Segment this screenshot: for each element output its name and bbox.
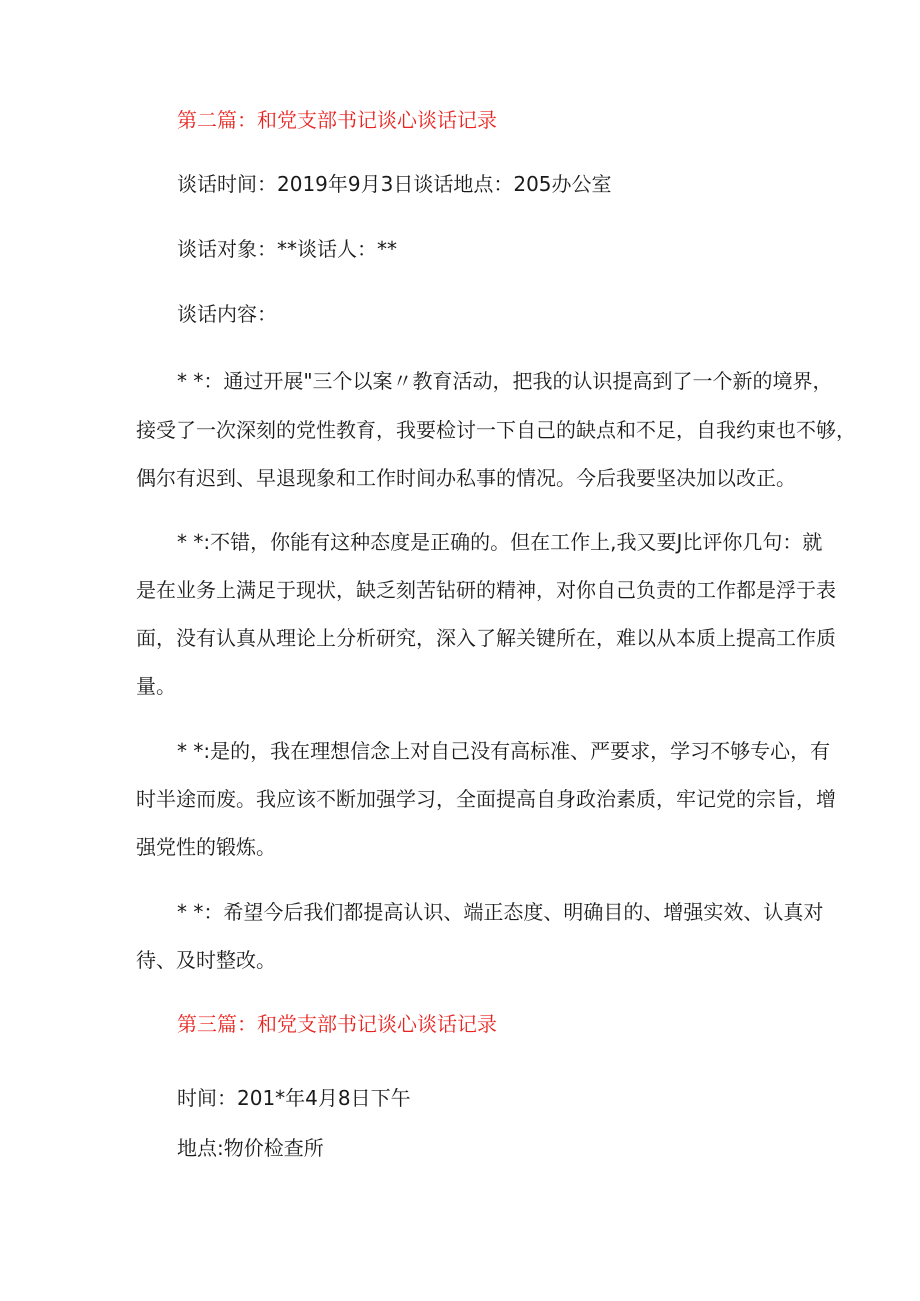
section3-time: 时间：201*年4月8日下午 bbox=[177, 1086, 411, 1110]
section3-place: 地点:物价检查所 bbox=[177, 1136, 324, 1160]
paragraph-line: * *:不错，你能有这种态度是正确的。但在工作上,我又要J比评你几句：就 bbox=[177, 530, 823, 554]
section2-content-label: 谈话内容： bbox=[177, 302, 277, 326]
paragraph-line: 时半途而废。我应该不断加强学习，全面提高自身政治素质，牢记党的宗旨，增 bbox=[136, 787, 836, 811]
paragraph-line: 待、及时整改。 bbox=[136, 948, 276, 972]
paragraph-line: 面，没有认真从理论上分析研究，深入了解关键所在，难以从本质上提高工作质 bbox=[136, 626, 836, 650]
section2-persons: 谈话对象：**谈话人：** bbox=[177, 237, 397, 261]
section3-title: 第三篇：和党支部书记谈心谈话记录 bbox=[177, 1012, 497, 1036]
paragraph-line: 是在业务上满足于现状，缺乏刻苦钻研的精神，对你自己负责的工作都是浮于表 bbox=[136, 578, 836, 602]
paragraph-line: * *：希望今后我们都提高认识、端正态度、明确目的、增强实效、认真对 bbox=[177, 900, 824, 924]
paragraph-line: 偶尔有迟到、早退现象和工作时间办私事的情况。今后我要坚决加以改正。 bbox=[136, 466, 796, 490]
paragraph-line: 量。 bbox=[136, 674, 176, 698]
paragraph-line: 强党性的锻炼。 bbox=[136, 835, 276, 859]
paragraph-line: * *：通过开展"三个以案〃教育活动，把我的认识提高到了一个新的境界， bbox=[177, 369, 833, 393]
paragraph-line: * *:是的，我在理想信念上对自己没有高标准、严要求，学习不够专心，有 bbox=[177, 739, 831, 763]
section2-time-place: 谈话时间：2019年9月3日谈话地点：205办公室 bbox=[177, 172, 612, 196]
section2-title: 第二篇：和党支部书记谈心谈话记录 bbox=[177, 108, 497, 132]
paragraph-line: 接受了一次深刻的党性教育，我要检讨一下自己的缺点和不足，自我约束也不够， bbox=[136, 418, 856, 442]
